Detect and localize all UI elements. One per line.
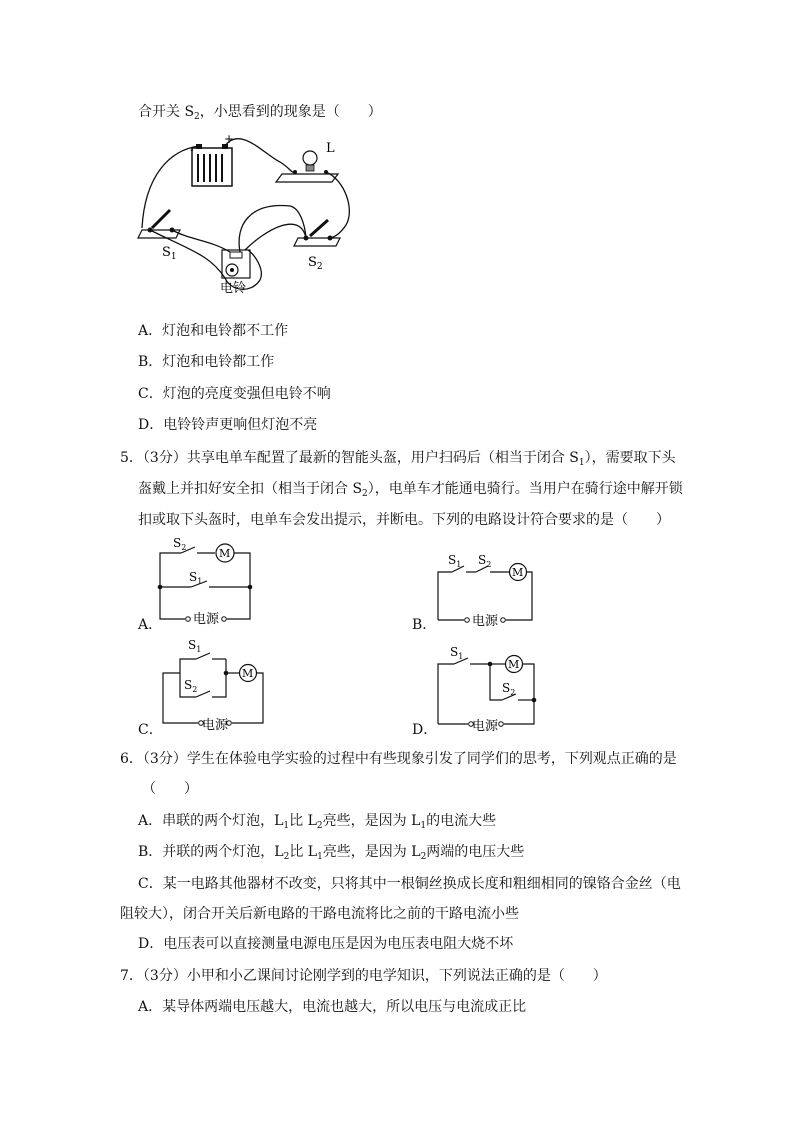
- lamp-label: L: [326, 141, 335, 156]
- q6-stem-line1: 6．（3分）学生在体验电学实验的过程中有些现象引发了同学们的思考，下列观点正确的是: [120, 751, 677, 767]
- circuit-c-source-label: 电源: [202, 718, 229, 733]
- circuit-d-motor-label: M: [508, 658, 520, 671]
- battery-minus-label: -: [190, 143, 194, 156]
- circuit-a-source-label: 电源: [193, 612, 220, 627]
- circuit-c-s2-label: $S_2$: [184, 678, 198, 694]
- q6-option-b[interactable]: B．并联的两个灯泡，$L_2$比 $L_1$亮些，是因为 $L_2$两端的电压大些: [138, 844, 525, 862]
- circuit-d-s2-label: $S_2$: [502, 681, 516, 697]
- q4-option-a[interactable]: A．灯泡和电铃都不工作: [138, 323, 289, 339]
- circuit-d-s1-label: $S_1$: [450, 645, 464, 661]
- q4-option-c[interactable]: C．灯泡的亮度变强但电铃不响: [138, 386, 331, 402]
- q5-stem-line2: 盔戴上并扣好安全扣（相当于闭合 $S_2$），电单车才能通电骑行。当用户在骑行途中解开锁: [138, 481, 683, 499]
- battery-icon: [192, 144, 232, 186]
- circuit-b-s2-label: $S_2$: [478, 553, 492, 569]
- q7-option-a[interactable]: A．某导体两端电压越大，电流也越大，所以电压与电流成正比: [138, 999, 527, 1015]
- circuit-d-source-label: 电源: [472, 719, 499, 734]
- circuit-b-motor-label: M: [512, 566, 524, 579]
- circuit-c-motor-label: M: [242, 667, 254, 680]
- q5-circuit-a: [155, 535, 265, 627]
- q5-circuit-b: [430, 550, 545, 630]
- circuit-b-s1-label: $S_1$: [448, 553, 462, 569]
- q6-option-c-line1[interactable]: C．某一电路其他器材不改变，只将其中一根铜丝换成长度和粗细相同的镍铬合金丝（电: [138, 876, 681, 892]
- q4-stem-tail: 合开关 $S_2$，小思看到的现象是（ ）: [138, 104, 382, 122]
- circuit-a-motor-label: M: [219, 547, 231, 560]
- switch-s2-icon: [294, 220, 340, 246]
- q6-option-c-line2[interactable]: 阻较大），闭合开关后新电路的干路电流将比之前的干路电流小些: [120, 906, 519, 922]
- circuit-b-source-label: 电源: [472, 614, 499, 629]
- circuit-a-s1-label: $S_1$: [189, 570, 203, 586]
- bell-icon: [222, 250, 250, 278]
- q6-option-a[interactable]: A．串联的两个灯泡，$L_1$比 $L_2$亮些，是因为 $L_1$的电流大些: [138, 813, 497, 831]
- q5-option-b-letter[interactable]: B．: [412, 617, 437, 633]
- q4-option-b[interactable]: B．灯泡和电铃都工作: [138, 354, 275, 370]
- battery-plus-label: +: [224, 132, 235, 146]
- switch-s1-label: $S_1$: [162, 245, 177, 262]
- q7-stem: 7．（3分）小甲和小乙课间讨论刚学到的电学知识，下列说法正确的是（ ）: [120, 968, 607, 984]
- q5-option-a-letter[interactable]: A．: [138, 617, 163, 633]
- q5-option-c-letter[interactable]: C．: [138, 722, 163, 738]
- q4-circuit-figure: [130, 130, 360, 300]
- switch-s2-label: $S_2$: [308, 255, 323, 272]
- circuit-a-s2-label: $S_2$: [173, 536, 187, 552]
- q5-circuit-c: [160, 637, 270, 735]
- q5-stem-line1: 5．（3分）共享电单车配置了最新的智能头盔，用户扫码后（相当于闭合 $S_1$），需要取下头: [120, 450, 676, 468]
- q6-option-d[interactable]: D．电压表可以直接测量电源电压是因为电压表电阻大烧不坏: [138, 936, 514, 952]
- q5-stem-line3: 扣或取下头盔时，电单车会发出提示，并断电。下列的电路设计符合要求的是（ ）: [138, 512, 670, 528]
- bell-label: 电铃: [220, 281, 247, 296]
- q5-circuit-d: [432, 640, 547, 735]
- q5-option-d-letter[interactable]: D．: [412, 722, 438, 738]
- circuit-c-s1-label: $S_1$: [188, 638, 202, 654]
- q6-stem-line2: （ ）: [142, 781, 198, 797]
- q4-option-d[interactable]: D．电铃铃声更响但灯泡不亮: [138, 417, 318, 433]
